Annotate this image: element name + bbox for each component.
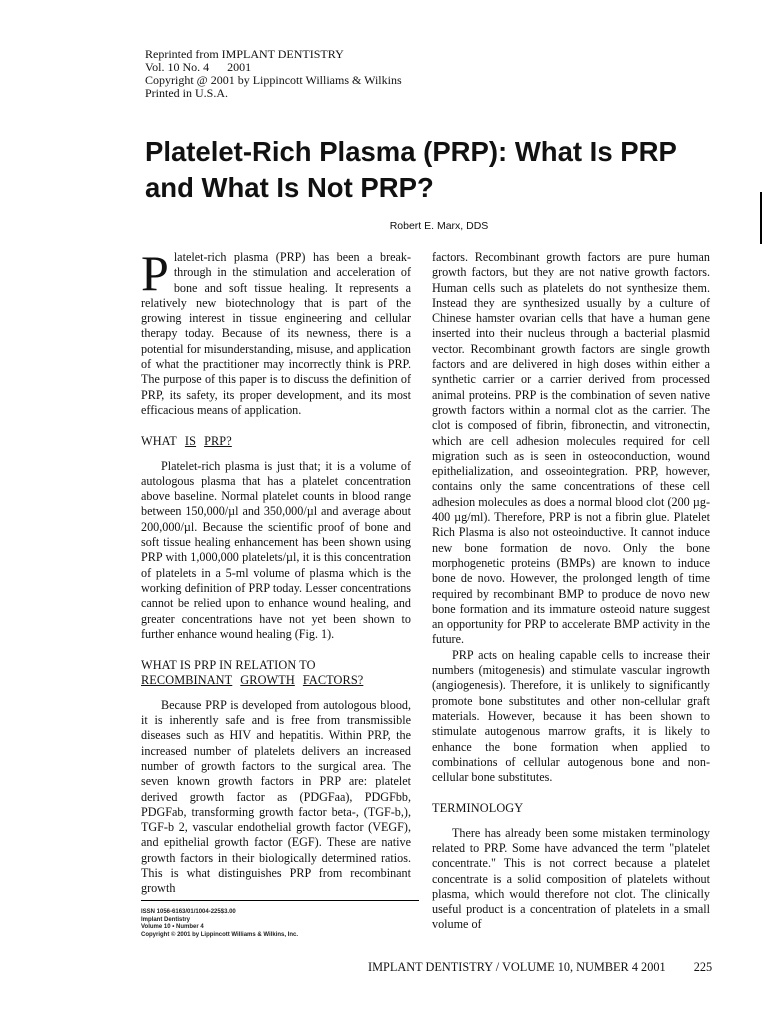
right-paragraph-2: PRP acts on healing capable cells to increase their numbers (mitogenesis) and stimulate vascular ingrowth (angiogenesis). Therefore, it is unlikely to significantly promote bone substitutes and other non-cellular graft materials. However, because it has been shown to stimulate autogenous marrow grafts, it is likely to enhance the bone formation when applied to combinations of cellular autogenous bone and non-cellular bone substitutes. [432, 647, 710, 785]
heading-word-what: WHAT [141, 434, 177, 449]
section-heading-recombinant [141, 658, 411, 689]
footer-journal: DENTISTRY / VOLUME 10, NUMBER 4 2001 [425, 960, 666, 974]
reprint-header [145, 48, 402, 100]
issn-line: ISSN 1056-6163/01/1004-225$3.00 [141, 909, 236, 915]
margin-mark [760, 192, 762, 244]
section-heading-what-is-prp [141, 434, 411, 449]
intro-paragraph [141, 245, 411, 418]
printed-line: Printed in U.S.A. [145, 86, 229, 100]
reprint-source: Reprinted from IMPLANT DENTISTRY [145, 47, 344, 61]
right-paragraph-3: There has already been some mistaken terminology related to PRP. Some have advanced the term "platelet concentrate." This is not correct because a platelet concentrate is a solid composition of platelets without plasma, which would therefore not clot. The clinically useful product is a concentration of platelets in a small volume of [432, 825, 710, 932]
footnote-divider [141, 900, 419, 901]
section-heading-terminology: TERMINOLOGY [432, 801, 524, 816]
heading-word-factors: FACTORS? [302, 673, 364, 688]
footer-implant: IMPLANT [368, 960, 423, 974]
heading-word-prp: PRP? [204, 434, 232, 449]
page-footer [368, 960, 712, 975]
copyright-line: Copyright @ 2001 by Lippincott Williams & Wilkins [145, 73, 402, 87]
section-body-recombinant: Because PRP is developed from autologous blood, it is inherently safe and is free from transmissible diseases such as HIV and hepatitis. Within PRP, the increased number of platelets delivers an increased number of growth factors to the surgical area. The seven known growth factors in PRP are: platelet derived growth factor as (PDGFaa), PDGFbb, PDGFab, transforming growth factor beta-, (TGF-b,), TGF-b 2, vascular endothelial growth factor (VEGF), and epithelial growth factor (EGF). These are native growth factors in their biologically determined ratios. This is what distinguishes PRP from recombinant growth [141, 697, 411, 896]
issn-footnote [141, 909, 298, 939]
right-paragraph-1: factors. Recombinant growth factors are pure human growth factors, but they are not native growth factors. Human cells such as platelets do not synthesize them. Instead they are synthesized usually by a culture of Chinese hamster ovarian cells that have a human gene inserted into their nucleus through a bacterial plasmid vector. Recombinant growth factors are single growth factors and are delivered in high doses within either a synthetic carrier or a carrier derived from processed animal proteins. PRP is the combination of seven native growth factors within a normal clot as the carrier. The clot is composed of fibrin, fibronectin, and vitronectin, which are cell adhesion molecules required for cell migration such as is seen in osteoconduction, wound epithelialization, and osseointegration. PRP, however, contains only the same concentrations of these cell adhesion molecules as does a normal blood clot (200 µg-400 µg/ml). Therefore, PRP is not a fibrin glue. Platelet Rich Plasma is also not osteoinductive. It cannot induce new bone formation de novo. Only the bone morphogenetic proteins (BMPs) are known to induce bone de novo. However, the prolonged length of time required by recombinant BMP to produce de novo new bone formation and its immature osteoid nature suggest an opportunity for PRP to accelerate BMP activity in the future. [432, 250, 710, 647]
publisher-copyright-line: Copyright © 2001 by Lippincott Williams & Wilkins, Inc. [141, 931, 299, 938]
volume-year: 2001 [227, 60, 252, 74]
volume-number: Vol. 10 No. 4 [145, 60, 210, 74]
page-number: 225 [693, 960, 713, 974]
section-body-what-is-prp: Platelet-rich plasma is just that; it is a volume of autologous plasma that has a platelet concentration above baseline. Normal platelet counts in blood range between 150,000/µl and 350,000/µl and average about 200,000/µl. Because the scientific proof of bone and soft tissue healing enhancement has been shown using PRP with 1,000,000 platelets/µl, it is this concentration of platelets in a 5-ml volume of plasma which is the working definition of PRP today. Lesser concentrations cannot be relied upon to enhance wound healing, and greater concentrations have not yet been shown to further enhance wound healing (Fig. 1). [141, 458, 411, 641]
volume-issue-line: Volume 10 • Number 4 [141, 924, 204, 930]
right-column [432, 250, 710, 933]
heading-word-is: IS [184, 434, 197, 449]
intro-text: latelet-rich plasma (PRP) has been a break-through in the stimulation and acceleration of bone and soft tissue healing. It represents a relatively new biotechnology that is part of the growing interest in tissue engineering and cellular therapy today. Because of its newness, there is a potential for misunderstanding, misuse, and application of what the practitioner may incorrectly think is PRP. The purpose of this paper is to discuss the definition of PRP, its safety, its proper development, and its most efficacious means of application. [141, 250, 411, 417]
article-author: Robert E. Marx, DDS [389, 220, 489, 232]
journal-line: Implant Dentistry [141, 916, 191, 923]
left-column [141, 245, 411, 897]
heading-line-1: WHAT IS PRP IN RELATION TO [141, 658, 316, 673]
heading-word-growth: GROWTH [240, 673, 295, 688]
article-title: Platelet-Rich Plasma (PRP): What Is PRP and What Is Not PRP? [145, 136, 677, 203]
drop-cap: P [141, 245, 169, 301]
heading-word-recombinant: RECOMBINANT [141, 673, 233, 688]
